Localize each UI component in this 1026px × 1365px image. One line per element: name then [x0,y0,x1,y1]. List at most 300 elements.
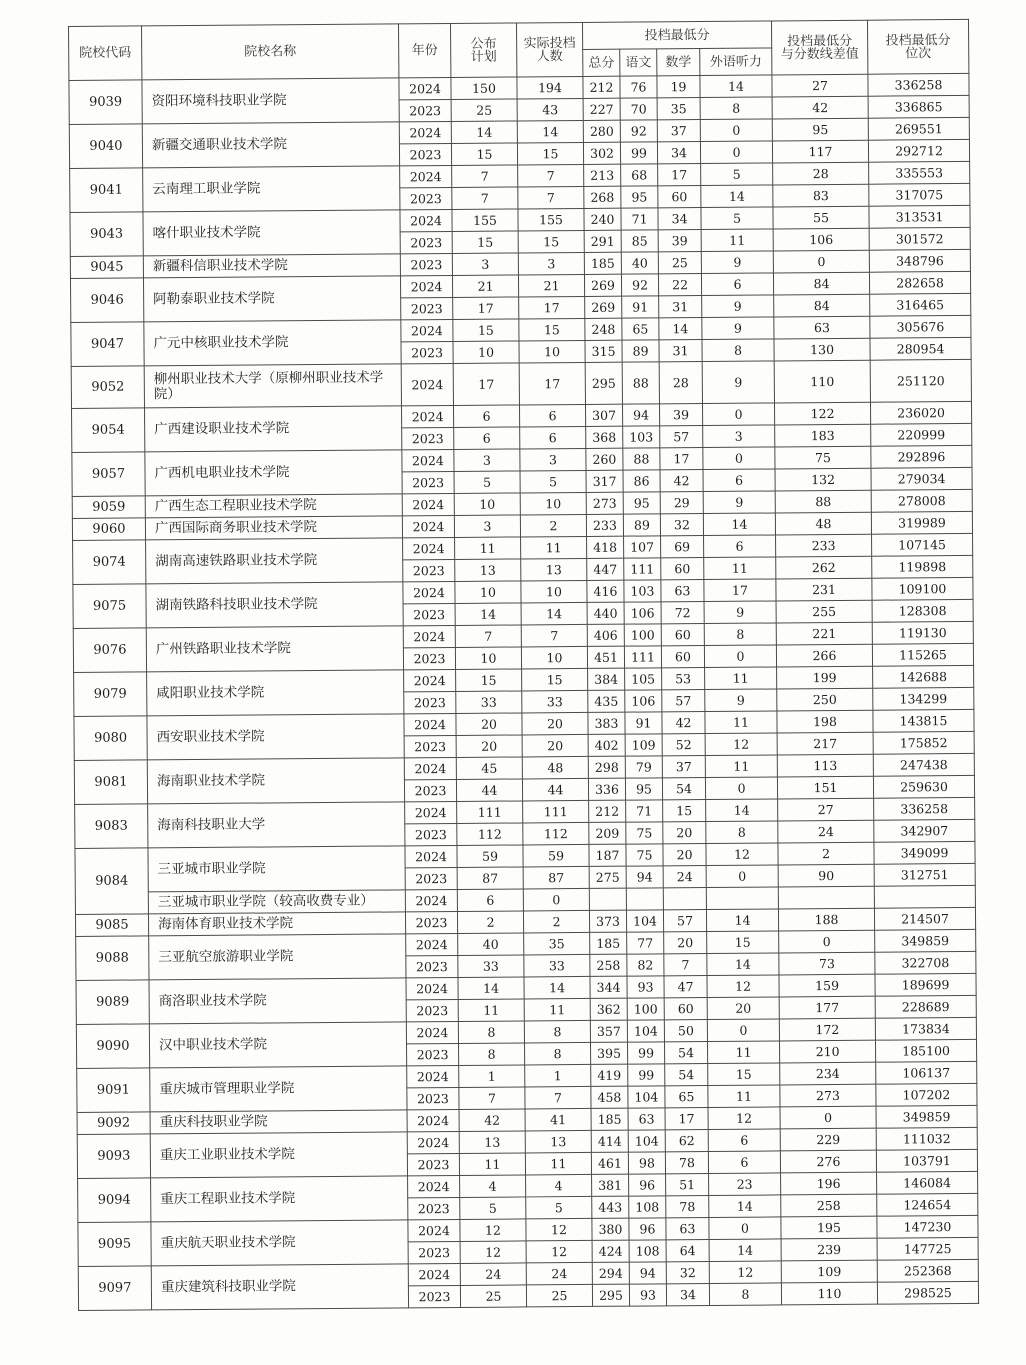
total-score-cell: 280 [583,120,620,142]
math-score-cell: 32 [660,514,703,536]
rank-cell: 282658 [869,271,970,294]
actual-cell: 21 [518,274,584,297]
listening-score-cell: 8 [709,1283,781,1306]
math-score-cell: 15 [663,800,706,822]
rank-cell: 236020 [870,401,971,424]
math-score-cell: 50 [664,1020,707,1042]
actual-cell: 10 [521,580,587,603]
score-diff-cell: 221 [776,622,872,645]
chinese-score-cell: 111 [624,646,661,668]
score-diff-cell: 110 [774,360,870,403]
plan-cell: 6 [453,405,519,428]
year-cell: 2024 [404,713,456,735]
chinese-score-cell: 103 [623,426,660,448]
year-cell: 2024 [406,1021,458,1043]
math-score-cell: 31 [659,340,702,362]
math-score-cell: 17 [660,448,703,470]
plan-cell: 7 [452,187,518,210]
plan-cell: 25 [460,1285,526,1308]
plan-cell: 3 [454,515,520,538]
score-diff-cell: 183 [775,424,871,447]
chinese-score-cell: 99 [620,142,657,164]
listening-score-cell: 0 [700,141,772,164]
actual-cell: 194 [517,76,583,99]
plan-cell: 11 [459,1153,525,1176]
score-diff-cell: 90 [778,864,874,887]
year-cell: 2024 [403,581,455,603]
math-score-cell: 64 [666,1240,709,1262]
school-code-cell: 9039 [69,80,142,125]
year-cell: 2024 [406,977,458,999]
school-name-cell: 广西国际商务职业技术学院 [145,516,402,540]
math-score-cell: 57 [662,690,705,712]
total-score-cell: 269 [585,296,622,318]
school-code-cell: 9046 [70,278,143,323]
rank-cell: 107202 [876,1083,977,1106]
total-score-cell: 258 [590,954,627,976]
math-score-cell: 60 [664,998,707,1020]
total-score-cell: 185 [591,1108,628,1130]
chinese-score-cell: 93 [629,1284,666,1306]
school-code-cell: 9075 [73,584,146,629]
header-actual [516,22,582,77]
total-score-cell: 443 [592,1196,629,1218]
total-score-cell: 336 [588,778,625,800]
rank-cell: 349099 [874,841,975,864]
rank-cell: 214507 [874,907,975,930]
actual-cell: 17 [519,296,585,319]
math-score-cell: 72 [661,602,704,624]
score-diff-cell: 130 [774,338,870,361]
chinese-score-cell: 75 [626,822,663,844]
score-diff-cell: 231 [776,578,872,601]
chinese-score-cell: 94 [622,404,659,426]
school-name-cell: 重庆科技职业学院 [150,1110,407,1134]
math-score-cell: 35 [657,98,700,120]
school-code-cell: 9092 [77,1112,150,1135]
year-cell: 2023 [408,1197,460,1219]
chinese-score-cell: 106 [625,690,662,712]
school-name-cell: 喀什职业技术学院 [143,210,400,256]
school-name-cell: 三亚城市职业学院（较高收费专业） [148,890,405,914]
total-score-cell: 185 [590,932,627,954]
score-diff-cell: 198 [777,710,873,733]
plan-cell: 13 [455,559,521,582]
header-code: 院校代码 [69,26,142,81]
school-name-cell: 商洛职业技术学院 [149,978,406,1024]
plan-cell: 44 [456,779,522,802]
school-code-cell: 9084 [75,848,149,915]
total-score-cell: 414 [591,1130,628,1152]
school-name-cell: 重庆航天职业技术学院 [151,1220,408,1266]
math-score-cell: 17 [658,164,701,186]
header-actual-line1: 实际投档 [523,35,576,51]
actual-cell: 24 [526,1262,592,1285]
listening-score-cell: 14 [706,909,778,932]
rank-cell: 349859 [875,929,976,952]
listening-score-cell: 8 [702,339,774,362]
score-diff-cell: 188 [778,908,874,931]
listening-score-cell: 0 [704,645,776,668]
listening-score-cell: 15 [707,931,779,954]
chinese-score-cell: 40 [621,252,658,274]
score-diff-cell: 95 [772,118,868,141]
math-score-cell: 34 [666,1284,709,1306]
header-rank-line2: 位次 [905,45,932,61]
year-cell: 2024 [405,845,457,867]
header-plan-line1: 公布 [470,36,497,52]
math-score-cell: 57 [663,910,706,932]
math-score-cell: 60 [661,624,704,646]
school-code-cell: 9097 [78,1266,151,1311]
listening-score-cell: 0 [707,1019,779,1042]
listening-score-cell: 9 [705,689,777,712]
header-plan [450,23,516,78]
actual-cell: 15 [519,318,585,341]
chinese-score-cell: 95 [625,778,662,800]
listening-score-cell: 0 [709,1217,781,1240]
school-name-cell: 湖南高速铁路职业技术学院 [146,538,403,584]
table-body [69,73,979,1310]
school-code-cell: 9074 [73,540,146,585]
actual-cell: 11 [521,536,587,559]
year-cell: 2024 [404,757,456,779]
chinese-score-cell: 89 [623,514,660,536]
actual-cell: 12 [526,1218,592,1241]
plan-cell: 5 [460,1197,526,1220]
score-diff-cell: 217 [777,732,873,755]
total-score-cell: 240 [584,208,621,230]
plan-cell: 5 [454,471,520,494]
total-score-cell: 373 [589,910,626,932]
listening-score-cell: 11 [701,229,773,252]
rank-cell: 251120 [870,359,971,402]
header-actual-line2: 人数 [536,48,563,64]
math-score-cell: 14 [659,318,702,340]
actual-cell: 41 [525,1108,591,1131]
rank-cell: 313531 [869,205,970,228]
rank-cell: 305676 [870,315,971,338]
total-score-cell: 187 [589,844,626,866]
math-score-cell: 20 [663,822,706,844]
score-diff-cell: 27 [778,798,874,821]
school-code-cell: 9040 [69,124,142,169]
math-score-cell: 37 [662,756,705,778]
total-score-cell: 357 [590,1020,627,1042]
rank-cell: 336258 [868,73,969,96]
plan-cell: 15 [451,143,517,166]
plan-cell: 11 [455,537,521,560]
listening-score-cell: 11 [705,711,777,734]
chinese-score-cell: 104 [628,1086,665,1108]
math-score-cell: 53 [662,668,705,690]
actual-cell: 6 [519,404,585,427]
math-score-cell: 32 [666,1262,709,1284]
chinese-score-cell: 109 [625,734,662,756]
chinese-score-cell: 98 [628,1152,665,1174]
math-score-cell: 19 [657,76,700,98]
listening-score-cell: 9 [703,491,775,514]
score-diff-cell: 48 [775,512,871,535]
chinese-score-cell: 70 [620,98,657,120]
plan-cell: 7 [455,625,521,648]
listening-score-cell: 12 [706,843,778,866]
plan-cell: 12 [460,1219,526,1242]
school-name-cell: 重庆城市管理职业学院 [150,1066,407,1112]
score-diff-cell: 88 [775,490,871,513]
rank-cell: 111032 [876,1127,977,1150]
plan-cell: 15 [452,231,518,254]
listening-score-cell: 14 [706,799,778,822]
year-cell: 2023 [408,1285,460,1307]
total-score-cell: 315 [585,340,622,362]
chinese-score-cell: 68 [621,164,658,186]
rank-cell: 147725 [877,1237,978,1260]
listening-score-cell: 12 [705,733,777,756]
school-code-cell: 9090 [76,1024,149,1069]
listening-score-cell: 11 [704,557,776,580]
score-diff-cell: 239 [781,1238,877,1261]
header-rank-line1: 投档最低分 [885,32,951,49]
score-diff-cell: 177 [779,996,875,1019]
total-score-cell: 419 [591,1064,628,1086]
actual-cell: 25 [526,1284,592,1307]
math-score-cell: 60 [661,646,704,668]
total-score-cell: 424 [592,1240,629,1262]
total-score-cell: 275 [589,866,626,888]
plan-cell: 1 [459,1065,525,1088]
plan-cell: 150 [451,77,517,100]
total-score-cell: 362 [590,998,627,1020]
school-name-cell: 西安职业技术学院 [147,714,404,760]
score-diff-cell: 255 [776,600,872,623]
total-score-cell: 435 [588,690,625,712]
listening-score-cell: 14 [700,75,772,98]
year-cell: 2024 [408,1219,460,1241]
chinese-score-cell: 88 [623,448,660,470]
chinese-score-cell: 104 [628,1130,665,1152]
rank-cell: 134299 [873,687,974,710]
chinese-score-cell: 91 [622,296,659,318]
listening-score-cell: 5 [701,163,773,186]
plan-cell: 155 [452,209,518,232]
listening-score-cell: 6 [708,1151,780,1174]
score-diff-cell: 24 [778,820,874,843]
year-cell: 2024 [407,1109,459,1131]
actual-cell: 44 [522,778,588,801]
school-name-cell: 云南理工职业学院 [143,166,400,212]
school-name-cell: 新疆交通职业技术学院 [142,122,399,168]
year-cell: 2023 [404,779,456,801]
score-diff-cell: 42 [772,96,868,119]
school-name-cell: 广西机电职业技术学院 [145,450,402,496]
table-row [71,359,971,408]
rank-cell: 279034 [871,467,972,490]
score-diff-cell: 229 [780,1128,876,1151]
total-score-cell: 451 [587,646,624,668]
rank-cell: 103791 [876,1149,977,1172]
school-name-cell: 三亚航空旅游职业学院 [149,934,406,980]
actual-cell: 35 [524,932,590,955]
plan-cell: 3 [452,253,518,276]
year-cell: 2024 [400,275,452,297]
math-score-cell: 34 [657,142,700,164]
rank-cell: 317075 [869,183,970,206]
rank-cell: 128308 [872,599,973,622]
listening-score-cell: 11 [708,1085,780,1108]
header-diff-line2: 与分数线差值 [780,46,859,62]
actual-cell: 1 [525,1064,591,1087]
math-score-cell: 25 [658,252,701,274]
total-score-cell: 317 [586,470,623,492]
plan-cell: 17 [453,363,519,406]
actual-cell: 15 [517,142,583,165]
chinese-score-cell: 82 [627,954,664,976]
chinese-score-cell: 77 [627,932,664,954]
score-diff-cell: 258 [781,1194,877,1217]
total-score-cell: 273 [586,492,623,514]
math-score-cell: 65 [665,1086,708,1108]
listening-score-cell: 9 [701,251,773,274]
actual-cell: 20 [522,712,588,735]
score-diff-cell: 117 [772,140,868,163]
math-score-cell: 39 [658,230,701,252]
year-cell: 2023 [408,1241,460,1263]
plan-cell: 33 [456,691,522,714]
chinese-score-cell: 95 [623,492,660,514]
actual-cell: 5 [520,470,586,493]
plan-cell: 12 [460,1241,526,1264]
actual-cell: 7 [518,186,584,209]
school-name-cell: 新疆科信职业技术学院 [143,254,400,278]
chinese-score-cell: 95 [621,186,658,208]
total-score-cell: 269 [584,274,621,296]
math-score-cell: 78 [665,1152,708,1174]
total-score-cell: 227 [583,98,620,120]
listening-score-cell: 11 [705,755,777,778]
math-score-cell: 20 [664,932,707,954]
listening-score-cell: 8 [700,97,772,120]
plan-cell: 87 [457,867,523,890]
listening-score-cell: 8 [706,821,778,844]
actual-cell: 8 [524,1020,590,1043]
listening-score-cell: 0 [705,777,777,800]
actual-cell: 15 [522,668,588,691]
school-code-cell: 9052 [71,366,144,409]
listening-score-cell: 6 [703,469,775,492]
year-cell: 2023 [400,187,452,209]
school-name-cell: 海南职业技术学院 [147,758,404,804]
chinese-score-cell: 106 [624,602,661,624]
math-score-cell [663,888,706,910]
school-name-cell: 广州铁路职业技术学院 [146,626,403,672]
school-code-cell: 9076 [73,628,146,673]
school-code-cell: 9047 [71,322,144,367]
score-diff-cell: 84 [773,272,869,295]
school-code-cell: 9091 [77,1068,150,1113]
school-code-cell: 9080 [74,716,147,761]
year-cell: 2024 [405,801,457,823]
school-name-cell: 资阳环境科技职业学院 [142,78,399,124]
year-cell: 2023 [403,603,455,625]
total-score-cell: 402 [588,734,625,756]
math-score-cell: 31 [659,296,702,318]
year-cell: 2023 [402,427,454,449]
actual-cell: 10 [519,340,585,363]
actual-cell: 7 [521,624,587,647]
school-name-cell: 湖南铁路科技职业技术学院 [146,582,403,628]
year-cell: 2023 [401,297,453,319]
year-cell: 2023 [405,823,457,845]
listening-score-cell: 12 [708,1107,780,1130]
school-code-cell: 9094 [78,1178,151,1223]
math-score-cell: 29 [660,492,703,514]
school-code-cell: 9041 [70,168,143,213]
school-name-cell: 三亚城市职业学院 [148,846,405,892]
school-code-cell: 9083 [75,804,148,849]
year-cell: 2023 [405,867,457,889]
chinese-score-cell: 63 [628,1108,665,1130]
rank-cell: 143815 [873,709,974,732]
rank-cell: 336258 [874,797,975,820]
chinese-score-cell: 71 [626,800,663,822]
total-score-cell: 268 [584,186,621,208]
math-score-cell: 60 [661,558,704,580]
score-diff-cell: 84 [774,294,870,317]
chinese-score-cell: 94 [629,1262,666,1284]
year-cell: 2024 [400,209,452,231]
chinese-score-cell: 99 [627,1042,664,1064]
year-cell: 2024 [405,889,457,911]
rank-cell: 119130 [872,621,973,644]
math-score-cell: 47 [664,976,707,998]
rank-cell: 107145 [872,533,973,556]
listening-score-cell: 14 [701,185,773,208]
year-cell: 2024 [400,165,452,187]
school-code-cell: 9079 [74,672,147,717]
year-cell: 2023 [404,735,456,757]
score-diff-cell: 172 [779,1018,875,1041]
chinese-score-cell: 111 [624,558,661,580]
year-cell: 2023 [406,999,458,1021]
total-score-cell: 447 [587,558,624,580]
math-score-cell: 42 [660,470,703,492]
score-diff-cell: 266 [776,644,872,667]
rank-cell: 278008 [871,489,972,512]
year-cell: 2024 [406,933,458,955]
actual-cell: 0 [523,888,589,911]
year-cell: 2024 [401,319,453,341]
rank-cell: 312751 [874,863,975,886]
rank-cell: 175852 [873,731,974,754]
year-cell: 2023 [401,341,453,363]
rank-cell: 269551 [868,117,969,140]
chinese-score-cell: 91 [625,712,662,734]
rank-cell: 220999 [871,423,972,446]
total-score-cell [589,888,626,910]
plan-cell: 10 [455,647,521,670]
plan-cell: 11 [458,999,524,1022]
actual-cell: 14 [521,602,587,625]
chinese-score-cell: 96 [629,1174,666,1196]
actual-cell: 13 [521,558,587,581]
actual-cell: 11 [524,998,590,1021]
listening-score-cell: 11 [707,1041,779,1064]
rank-cell: 173834 [875,1017,976,1040]
total-score-cell: 406 [587,624,624,646]
actual-cell: 3 [520,448,586,471]
year-cell: 2023 [400,253,452,275]
